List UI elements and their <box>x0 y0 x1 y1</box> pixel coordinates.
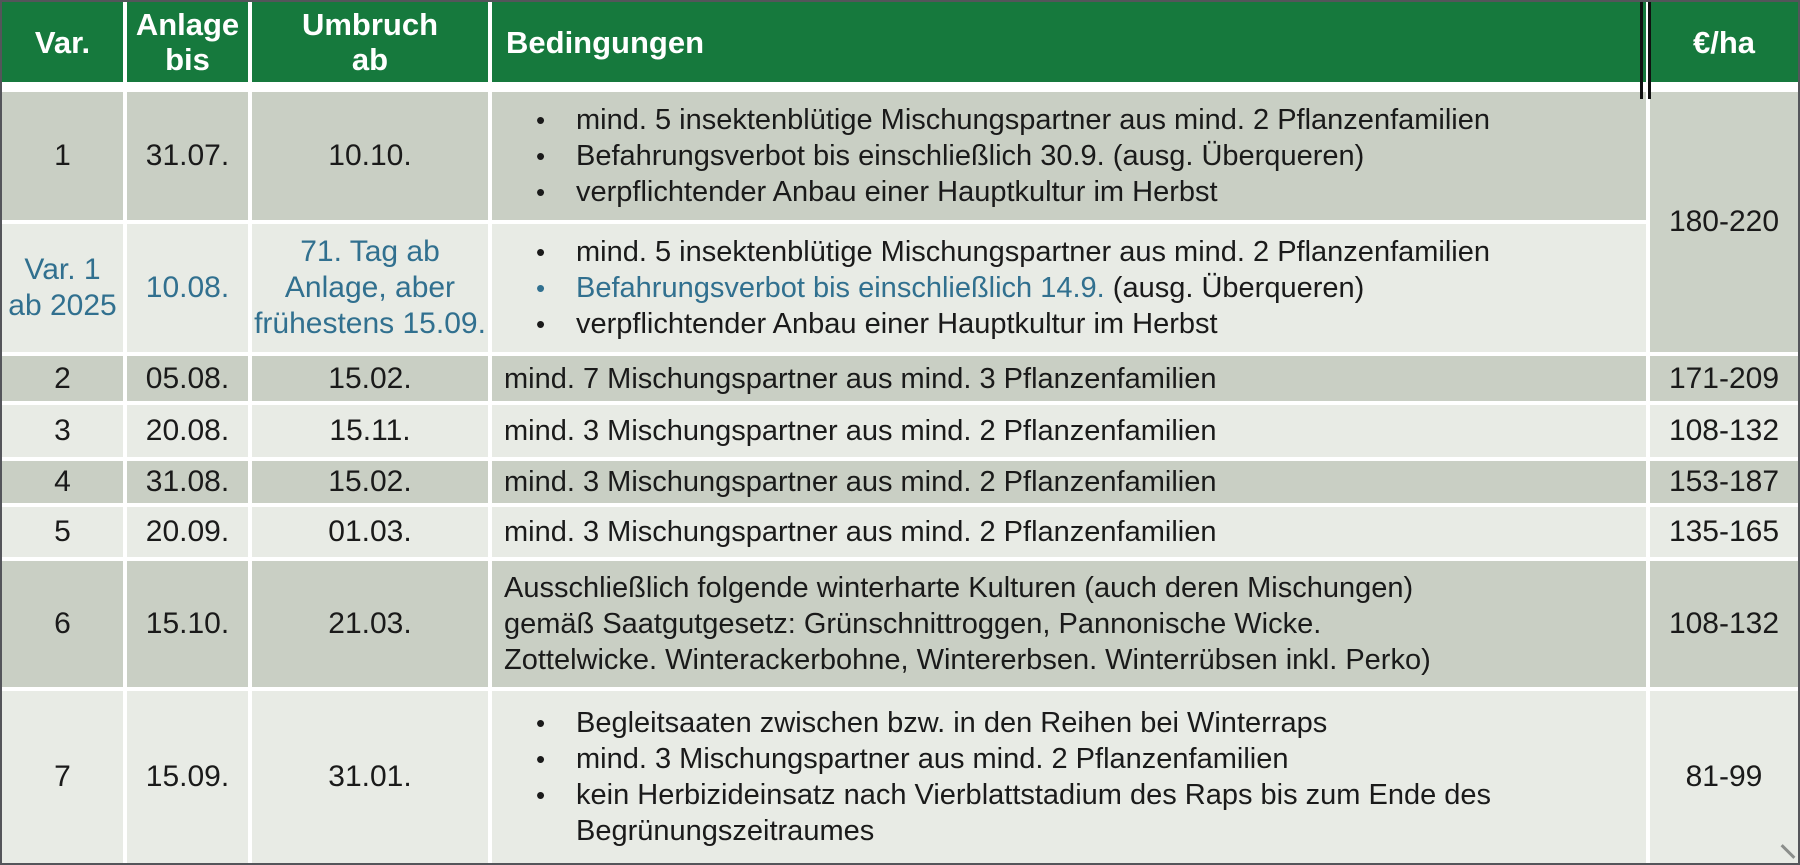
list-item <box>536 741 1636 777</box>
price-value: 135-165 <box>1668 515 1780 548</box>
anlage-value: 20.09. <box>145 515 230 548</box>
anlage-bis-header-line: Anlage <box>135 7 240 42</box>
condition-text-rest: (ausg. Überqueren) <box>1104 272 1365 304</box>
umbruch-ab-cell <box>252 224 488 352</box>
condition-text: verpflichtender Anbau einer Hauptkultur im Herbst <box>576 308 1218 340</box>
anlage-value: 15.09. <box>145 760 230 793</box>
bullet-icon: • <box>536 780 546 810</box>
price-value: 108-132 <box>1668 607 1780 640</box>
bedingungen-cell <box>492 405 1646 457</box>
price-cell <box>1650 461 1798 503</box>
bedingungen-cell <box>492 356 1646 401</box>
bullet-list <box>492 96 1646 216</box>
anlage-bis-cell <box>127 356 248 401</box>
condition-text-line: Ausschließlich folgende winterharte Kulturen (auch deren Mischungen) <box>504 572 1414 604</box>
var-value: 5 <box>54 515 71 548</box>
umbruch-ab-cell <box>252 507 488 557</box>
umbruch-ab-cell <box>252 561 488 687</box>
bedingungen-cell <box>492 507 1646 557</box>
umbruch-value: 10.10. <box>328 139 412 172</box>
condition-text-line: gemäß Saatgutgesetz: Grünschnittroggen, Pannonische Wicke. <box>504 608 1322 640</box>
bullet-list <box>492 699 1646 855</box>
var-cell <box>2 92 123 220</box>
bullet-icon: • <box>536 309 546 339</box>
conditions-table <box>2 2 1798 863</box>
bedingungen-cell <box>492 224 1646 352</box>
umbruch-value: 21.03. <box>328 607 412 640</box>
price-cell <box>1650 507 1798 557</box>
price-value: 108-132 <box>1668 414 1780 447</box>
var-cell <box>2 405 123 457</box>
condition-text: Befahrungsverbot bis einschließlich 30.9. (ausg. Überqueren) <box>576 140 1365 172</box>
var-cell <box>2 224 123 352</box>
bullet-icon: • <box>536 177 546 207</box>
umbruch-value-line: frühestens 15.09. <box>254 307 486 340</box>
list-item <box>536 234 1636 270</box>
bullet-icon: • <box>536 708 546 738</box>
umbruch-value: 01.03. <box>328 515 412 548</box>
anlage-value: 10.08. <box>145 271 230 304</box>
anlage-bis-cell <box>127 507 248 557</box>
condition-text: mind. 3 Mischungspartner aus mind. 2 Pflanzenfamilien <box>504 466 1217 498</box>
var-value-line: ab 2025 <box>8 289 117 322</box>
var-value: 2 <box>54 361 71 395</box>
anlage-bis-header <box>127 2 248 88</box>
anlage-bis-header-line: bis <box>165 42 210 77</box>
umbruch-value-line: 71. Tag ab <box>300 235 440 268</box>
var-header-label: Var. <box>34 24 91 60</box>
anlage-value: 20.08. <box>145 414 230 447</box>
anlage-bis-cell <box>127 561 248 687</box>
umbruch-ab-cell <box>252 405 488 457</box>
condition-text: verpflichtender Anbau einer Hauptkultur im Herbst <box>576 176 1218 208</box>
bullet-icon: • <box>536 141 546 171</box>
anlage-bis-cell <box>127 92 248 220</box>
price-header <box>1650 2 1798 88</box>
price-cell-merged <box>1650 92 1798 352</box>
umbruch-ab-cell <box>252 691 488 863</box>
anlage-value: 31.08. <box>145 465 230 498</box>
bullet-icon: • <box>536 273 546 303</box>
anlage-value: 05.08. <box>145 361 230 395</box>
var-cell <box>2 356 123 401</box>
list-item <box>536 138 1636 174</box>
list-item <box>536 306 1636 342</box>
condition-text: mind. 3 Mischungspartner aus mind. 2 Pflanzenfamilien <box>576 743 1289 775</box>
column-boundary-marker <box>1640 2 1651 99</box>
var-cell <box>2 561 123 687</box>
umbruch-ab-header-line: Umbruch <box>301 7 439 42</box>
condition-text: kein Herbizideinsatz nach Vierblattstadium des Raps bis zum Ende des Begrünungszeitraumes <box>576 779 1492 847</box>
anlage-bis-cell <box>127 405 248 457</box>
var-value: 3 <box>54 414 71 447</box>
var-value: 1 <box>54 139 71 172</box>
bedingungen-cell <box>492 561 1646 687</box>
list-item <box>536 102 1636 138</box>
umbruch-ab-cell <box>252 461 488 503</box>
bedingungen-cell <box>492 461 1646 503</box>
bedingungen-cell <box>492 92 1646 220</box>
list-item <box>536 705 1636 741</box>
condition-text: mind. 7 Mischungspartner aus mind. 3 Pflanzenfamilien <box>504 362 1217 395</box>
anlage-bis-cell <box>127 461 248 503</box>
var-cell <box>2 507 123 557</box>
bedingungen-header <box>492 2 1646 88</box>
bullet-list <box>492 228 1646 348</box>
anlage-bis-cell <box>127 691 248 863</box>
anlage-bis-cell <box>127 224 248 352</box>
var-value: 4 <box>54 465 71 498</box>
condition-text: mind. 3 Mischungspartner aus mind. 2 Pflanzenfamilien <box>504 415 1217 447</box>
umbruch-value-line: Anlage, aber <box>284 271 456 304</box>
bullet-icon: • <box>536 105 546 135</box>
anlage-value: 31.07. <box>145 139 230 172</box>
var-value: 7 <box>54 760 71 793</box>
condition-text <box>576 270 1636 306</box>
umbruch-ab-cell <box>252 356 488 401</box>
price-value: 171-209 <box>1668 361 1780 395</box>
umbruch-value: 15.02. <box>328 361 412 395</box>
umbruch-ab-header-line: ab <box>351 42 389 77</box>
umbruch-value: 15.11. <box>329 414 411 447</box>
bedingungen-header-label: Bedingungen <box>506 24 705 60</box>
anlage-value: 15.10. <box>145 607 230 640</box>
price-header-label: €/ha <box>1692 24 1756 60</box>
var-value-line: Var. 1 <box>24 253 101 286</box>
price-value: 81-99 <box>1685 760 1763 793</box>
condition-text: Begleitsaaten zwischen bzw. in den Reihen bei Winterraps <box>576 707 1328 739</box>
condition-text-line: Zottelwicke. Winterackerbohne, Wintererbsen. Winterrübsen inkl. Perko) <box>504 644 1431 676</box>
list-item <box>536 777 1636 849</box>
var-cell <box>2 691 123 863</box>
var-cell <box>2 461 123 503</box>
umbruch-value: 31.01. <box>328 760 412 793</box>
umbruch-ab-header <box>252 2 488 88</box>
price-value: 153-187 <box>1668 465 1780 498</box>
list-item <box>536 270 1636 306</box>
bedingungen-cell <box>492 691 1646 863</box>
condition-text: mind. 3 Mischungspartner aus mind. 2 Pflanzenfamilien <box>504 516 1217 548</box>
var-header <box>2 2 123 88</box>
price-cell <box>1650 405 1798 457</box>
price-cell <box>1650 561 1798 687</box>
bullet-icon: • <box>536 237 546 267</box>
var-value: 6 <box>54 607 71 640</box>
condition-paragraph <box>492 564 1646 684</box>
condition-text: mind. 5 insektenblütige Mischungspartner aus mind. 2 Pflanzenfamilien <box>576 104 1490 136</box>
condition-text-highlighted: Befahrungsverbot bis einschließlich 14.9. <box>576 272 1105 304</box>
price-cell <box>1650 691 1798 863</box>
bullet-icon: • <box>536 744 546 774</box>
umbruch-value: 15.02. <box>328 465 412 498</box>
umbruch-ab-cell <box>252 92 488 220</box>
price-value: 180-220 <box>1668 205 1780 238</box>
list-item <box>536 174 1636 210</box>
price-cell <box>1650 356 1798 401</box>
condition-text: mind. 5 insektenblütige Mischungspartner aus mind. 2 Pflanzenfamilien <box>576 236 1490 268</box>
